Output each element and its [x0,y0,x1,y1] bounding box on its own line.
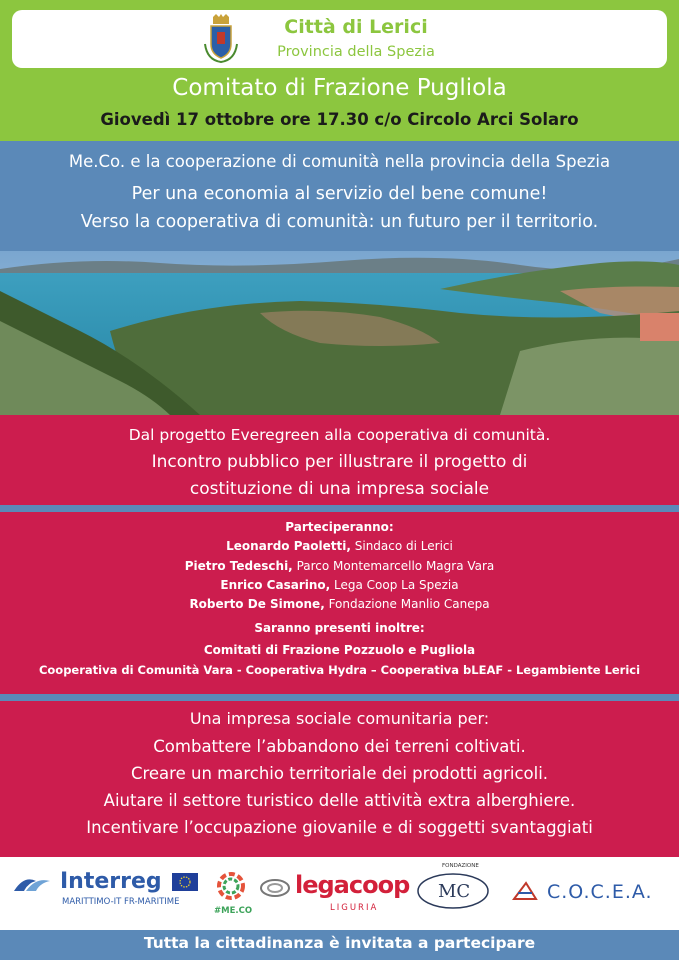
legacoop-logo: legacoop [295,871,410,899]
eu-flag-icon [172,873,198,891]
divider [0,505,679,512]
goals-heading: Una impresa sociale comunitaria per: [189,709,490,728]
fondazione-mc-logo: MC [438,881,471,902]
goal-item: Incentivare l’occupazione giovanile e di soggetti svantaggiati [86,818,593,837]
footer-invitation: Tutta la cittadinanza è invitata a partecipare [143,934,536,952]
cocea-logo: C.O.C.E.A. [547,881,653,903]
meco-label: #ME.CO [214,906,253,916]
city-crest-icon [203,14,239,64]
city-title: Città di Lerici [284,16,428,38]
intro-slogan-1: Per una economia al servizio del bene comune! [131,184,548,204]
legacoop-subtitle: LIGURIA [330,903,379,913]
participant-row: Pietro Tedeschi, Parco Montemarcello Magra Vara [184,559,495,573]
gulf-landscape-photo [0,251,679,415]
participants-heading: Parteciperanno: [285,520,394,534]
committee-title: Comitato di Frazione Pugliola [172,75,507,101]
interreg-subtitle: MARITTIMO-IT FR-MARITIME [62,897,180,907]
interreg-logo: Interreg [60,869,162,894]
meco-logo-icon [214,869,248,903]
also-present-line-2: Cooperativa di Comunità Vara - Cooperativa Hydra – Cooperativa bLEAF - Legambiente Lerici [38,663,641,677]
intro-topic: Me.Co. e la cooperazione di comunità nella provincia della Spezia [68,152,611,171]
project-line-2: Incontro pubblico per illustrare il progetto di [151,452,528,472]
goal-item: Creare un marchio territoriale dei prodotti agricoli. [130,764,549,783]
partner-logos [0,857,679,930]
participant-row: Leonardo Paoletti, Sindaco di Lerici [226,539,453,553]
province-name: Provincia della Spezia [277,44,435,60]
also-present-line-1: Comitati di Frazione Pozzuolo e Pugliola [203,643,476,657]
goal-item: Combattere l’abbandono dei terreni coltivati. [153,737,526,756]
goal-item: Aiutare il settore turistico delle attività extra alberghiere. [103,791,576,810]
participant-row: Roberto De Simone, Fondazione Manlio Canepa [189,597,490,611]
participant-row: Enrico Casarino, Lega Coop La Spezia [220,578,459,592]
project-line-1: Dal progetto Everegreen alla cooperativa di comunità. [128,426,551,444]
also-present-heading: Saranno presenti inoltre: [254,621,425,635]
divider [0,694,679,701]
legacoop-swirl-icon [258,877,292,899]
project-line-3: costituzione di una impresa sociale [189,479,490,499]
intro-slogan-2: Verso la cooperativa di comunità: un futuro per il territorio. [80,212,599,232]
fondazione-label: FONDAZIONE [442,863,479,869]
interreg-bird-icon [12,873,52,895]
event-date-location: Giovedì 17 ottobre ore 17.30 c/o Circolo Arci Solaro [100,110,579,129]
cocea-icon [512,879,538,901]
